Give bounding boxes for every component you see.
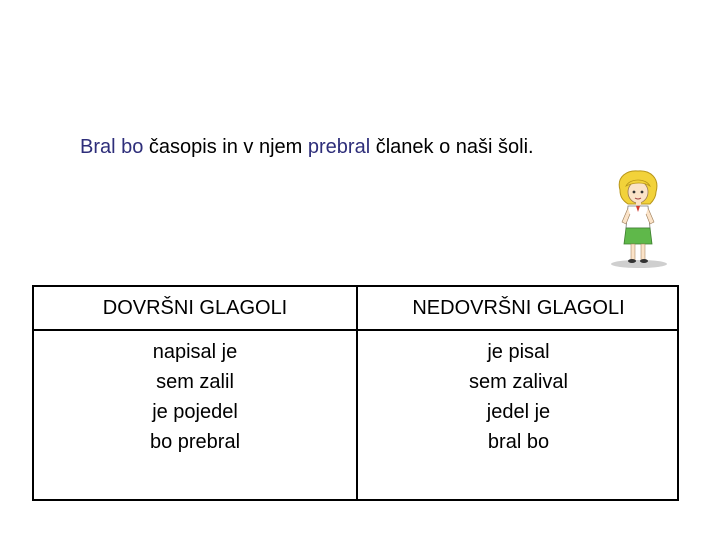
header-perfective: DOVRŠNI GLAGOLI xyxy=(102,297,288,319)
sentence-highlight-1: Bral bo xyxy=(80,136,144,158)
header-divider xyxy=(34,329,677,331)
girl-cartoon-icon xyxy=(606,168,672,272)
imperfective-list xyxy=(358,337,679,457)
list-item: je pojedel xyxy=(152,401,238,423)
verb-table xyxy=(32,285,679,501)
perfective-list xyxy=(34,337,356,457)
list-item: sem zalival xyxy=(469,371,568,393)
sentence-text-2: članek o naši šoli. xyxy=(370,136,534,158)
header-imperfective: NEDOVRŠNI GLAGOLI xyxy=(412,297,625,319)
list-item: je pisal xyxy=(487,341,550,363)
example-sentence xyxy=(80,133,534,161)
list-item: jedel je xyxy=(486,401,551,423)
list-item: sem zalil xyxy=(156,371,234,393)
list-item: napisal je xyxy=(152,341,238,363)
sentence-text-1: časopis in v njem xyxy=(143,136,308,158)
list-item: bo prebral xyxy=(149,431,241,453)
sentence-highlight-2: prebral xyxy=(307,136,371,158)
list-item: bral bo xyxy=(487,431,550,453)
